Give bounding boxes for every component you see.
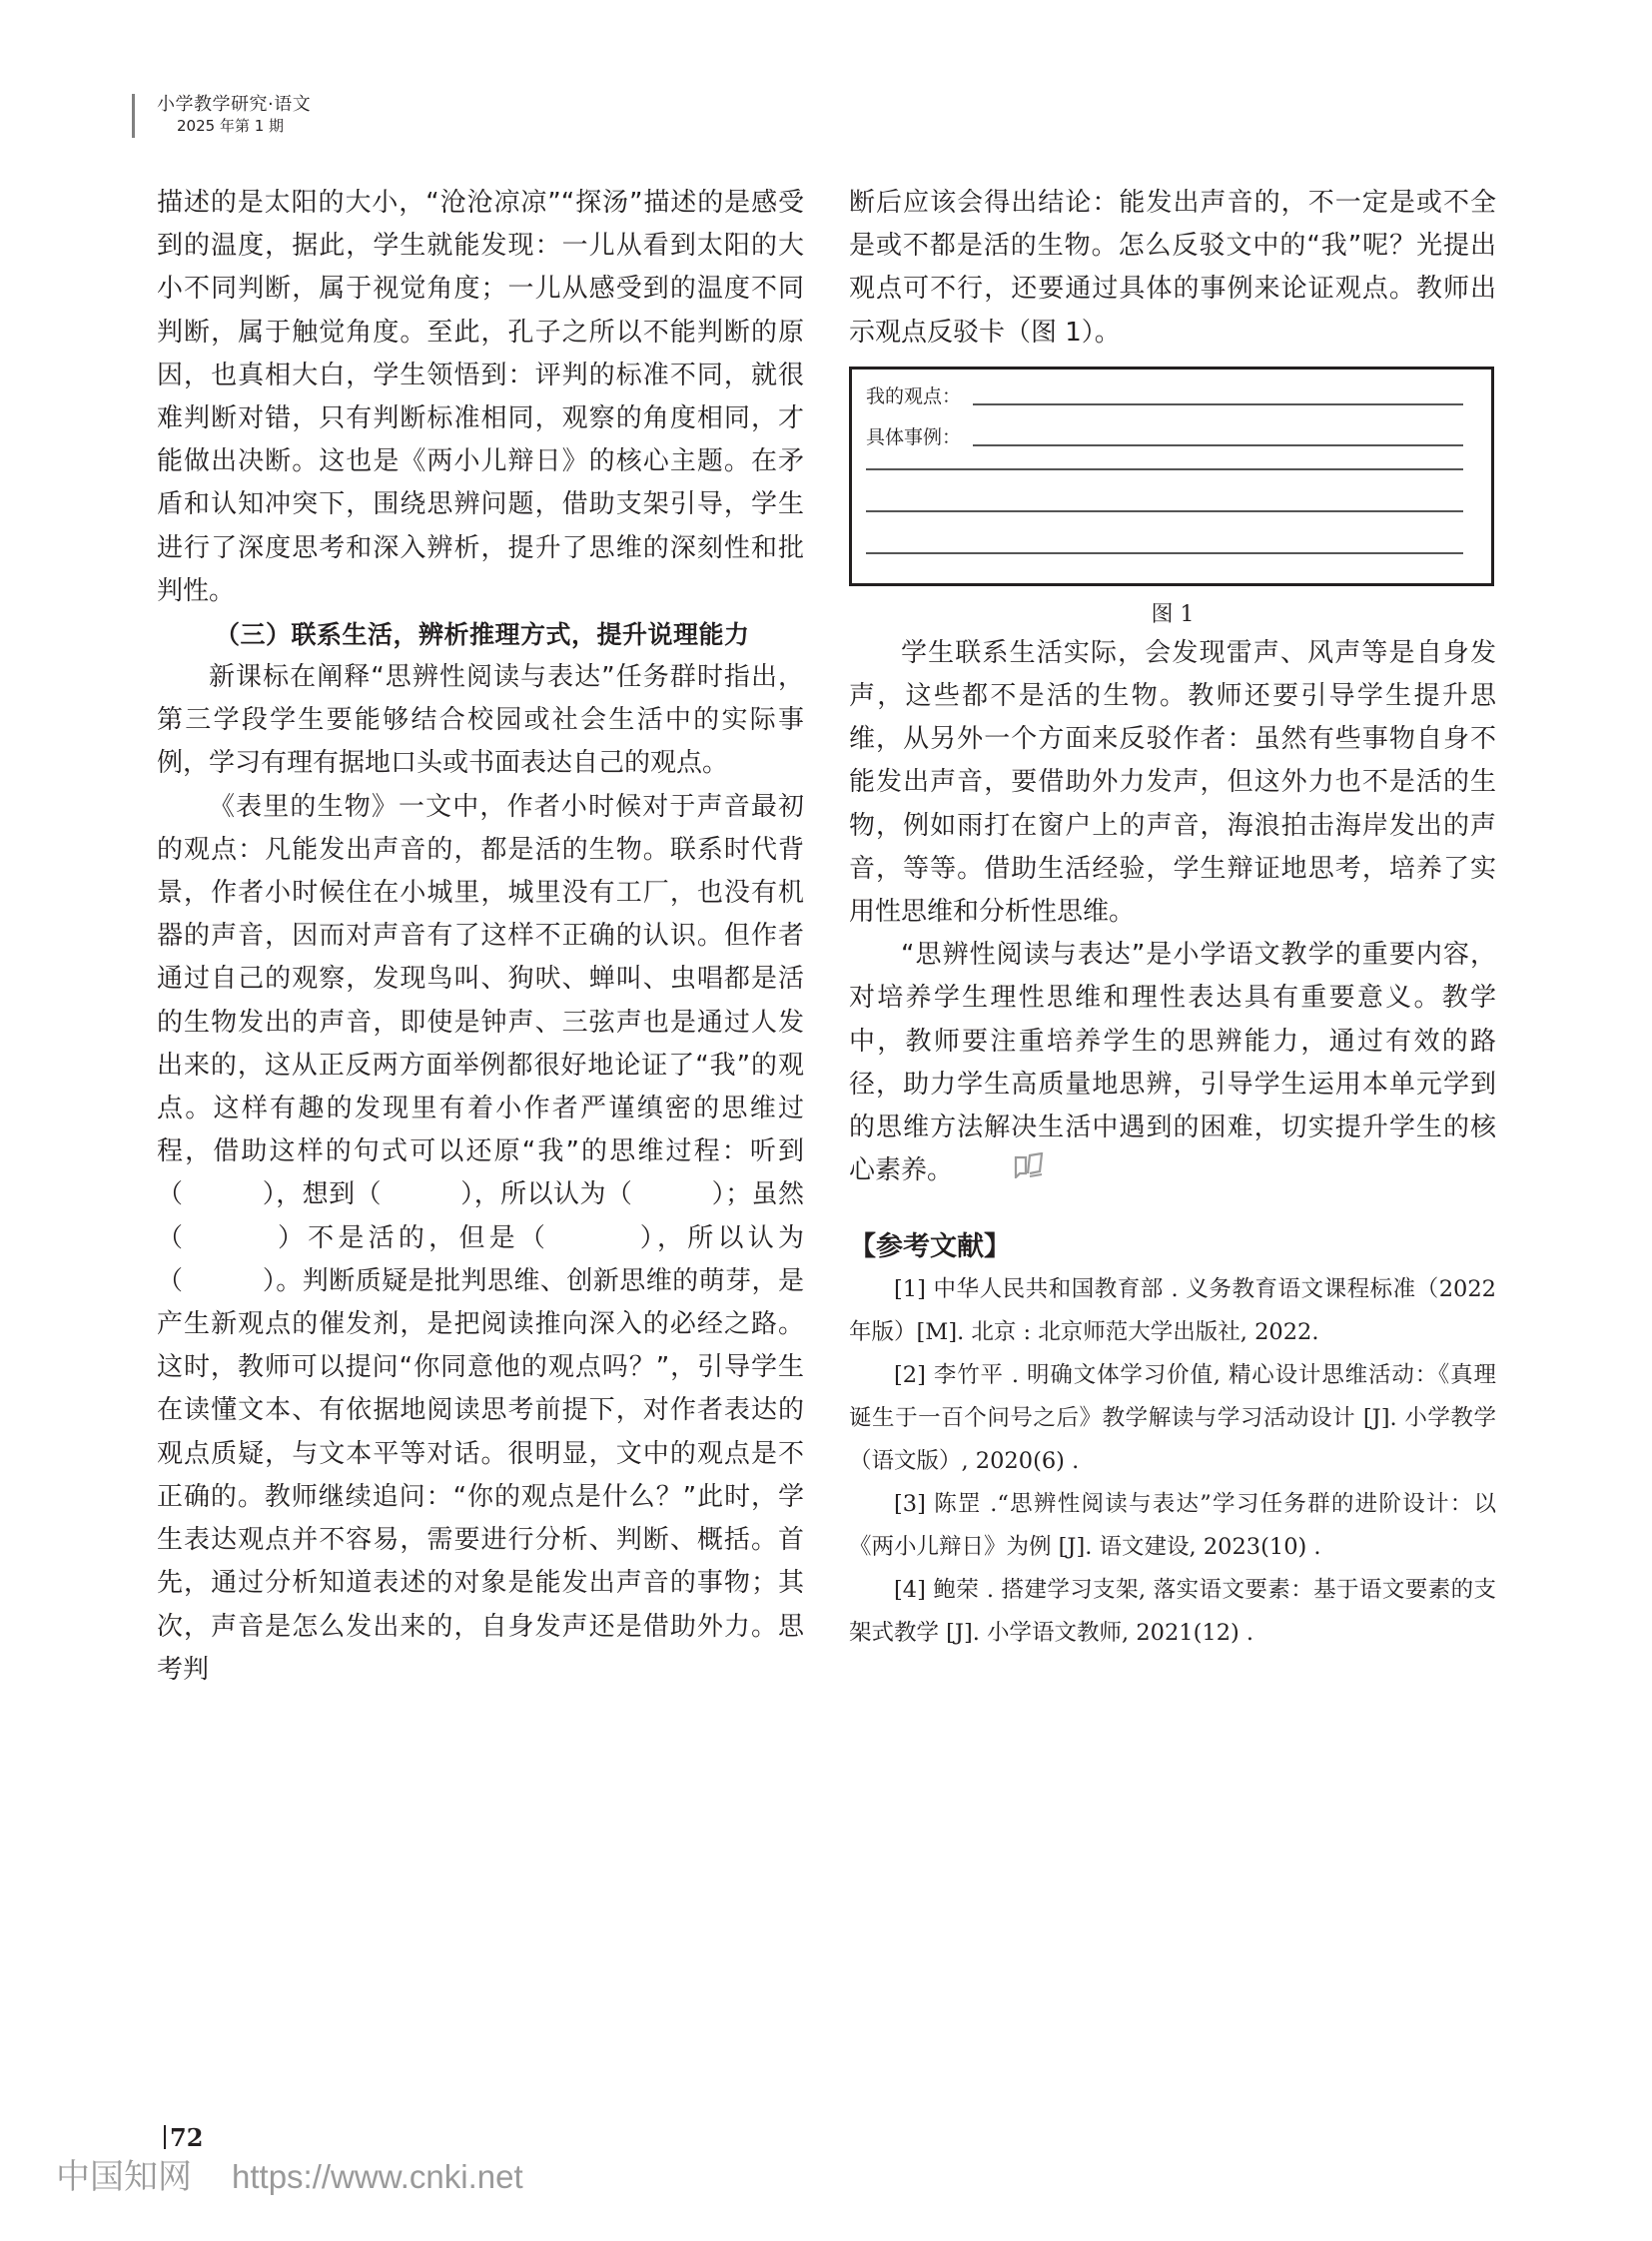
- folio-divider: [164, 2125, 166, 2149]
- example-row: [866, 426, 1463, 448]
- open-book-icon: [961, 1149, 1045, 1192]
- blank-line: [866, 468, 1463, 470]
- rebuttal-card-figure: [849, 367, 1494, 586]
- issue-number: 2025 年第 1 期: [177, 117, 285, 135]
- watermark-name: 中国知网: [56, 2157, 192, 2197]
- page-number-text: 72: [170, 2123, 204, 2152]
- blank-line: [866, 510, 1463, 512]
- paragraph: 描述的是太阳的大小，“沧沧凉凉”“探汤”描述的是感受到的温度，据此，学生就能发现：一儿从看到太阳的大小不同判断，属于视觉角度；一儿从感受到的温度不同判断，属于触觉角度。至此，孔子之所以不能判断的原因，也真相大白，学生领悟到：评判的标准不同，就很难判断对错，只有判断标准相同，观察的角度相同，才能做出决断。这也是《两小儿辩日》的核心主题。在矛盾和认知冲突下，围绕思辨问题，借助支架引导，学生进行了深度思考和深入辨析，提升了思维的深刻性和批判性。: [157, 188, 804, 606]
- paragraph: 新课标在阐释“思辨性阅读与表达”任务群时指出，第三学段学生要能够结合校园或社会生活中的实际事例，学习有理有据地口头或书面表达自己的观点。: [157, 662, 804, 779]
- example-label: 具体事例：: [866, 425, 962, 448]
- blank-line: [973, 403, 1463, 405]
- paragraph-text: “思辨性阅读与表达”是小学语文教学的重要内容，对培养学生理性思维和理性表达具有重要意义。教学中，教师要注重培养学生的思辨能力，通过有效的路径，助力学生高质量地思辨，引导学生运用本单元学到的思维方法解决生活中遇到的困难，切实提升学生的核心素养。: [849, 940, 1496, 1186]
- references-heading: 【参考文献】: [849, 1230, 1011, 1262]
- paragraph: 断后应该会得出结论：能发出声音的，不一定是或不全是或不都是活的生物。怎么反驳文中的“我”呢？光提出观点可不行，还要通过具体的事例来论证观点。教师出示观点反驳卡（图 1）。: [849, 188, 1496, 348]
- journal-name: 小学教学研究·语文: [157, 94, 312, 115]
- blank-row: [866, 510, 1463, 514]
- opinion-label: 我的观点：: [866, 384, 962, 407]
- reference-item: [3] 陈罡 .“思辨性阅读与表达”学习任务群的进阶设计：以《两小儿辩日》为例 [J]. 语文建设, 2023(10) .: [849, 1490, 1496, 1560]
- opinion-row: [866, 385, 1463, 407]
- running-header: [132, 94, 311, 138]
- blank-row: [866, 552, 1463, 556]
- left-column: [157, 182, 804, 1692]
- section-heading: （三）联系生活，辨析推理方式，提升说理能力: [215, 620, 750, 650]
- right-column: [849, 182, 1496, 1655]
- blank-line: [973, 444, 1463, 446]
- reference-item: [2] 李竹平 . 明确文体学习价值, 精心设计思维活动：《真理诞生于一百个问号之后》教学解读与学习活动设计 [J]. 小学教学（语文版）, 2020(6) .: [849, 1361, 1496, 1474]
- paragraph: [849, 934, 1496, 1192]
- paragraph: 学生联系生活实际，会发现雷声、风声等是自身发声，这些都不是活的生物。教师还要引导学生提升思维，从另外一个方面来反驳作者：虽然有些事物自身不能发出声音，要借助外力发声，但这外力也不是活的生物，例如雨打在窗户上的声音，海浪拍击海岸发出的声音，等等。借助生活经验，学生辩证地思考，培养了实用性思维和分析性思维。: [849, 637, 1496, 928]
- cnki-watermark: [56, 2157, 523, 2197]
- paragraph: 《表里的生物》一文中，作者小时候对于声音最初的观点：凡能发出声音的，都是活的生物。联系时代背景，作者小时候住在小城里，城里没有工厂，也没有机器的声音，因而对声音有了这样不正确的认识。但作者通过自己的观察，发现鸟叫、狗吠、蝉叫、虫唱都是活的生物发出的声音，即使是钟声、三弦声也是通过人发出来的，这从正反两方面举例都很好地论证了“我”的观点。这样有趣的发现里有着小作者严谨缜密的思维过程，借助这样的句式可以还原“我”的思维过程：听到（ ），想到（ ），所以认为（ ）；虽然（ ）不是活的，但是（ ），所以认为（ ）。判断质疑是批判思维、创新思维的萌芽，是产生新观点的催发剂，是把阅读推向深入的必经之路。这时，教师可以提问“你同意他的观点吗？”，引导学生在读懂文本、有依据地阅读思考前提下，对作者表达的观点质疑，与文本平等对话。很明显，文中的观点是不正确的。教师继续追问：“你的观点是什么？”此时，学生表达观点并不容易，需要进行分析、判断、概括。首先，通过分析知道表述的对象是能发出声音的事物；其次，声音是怎么发出来的，自身发声还是借助外力。思考判: [157, 791, 804, 1685]
- figure-caption: 图 1: [1151, 601, 1195, 627]
- page-number: [164, 2125, 203, 2151]
- blank-row: [866, 468, 1463, 472]
- reference-item: [4] 鲍荣 . 搭建学习支架, 落实语文要素：基于语文要素的支架式教学 [J]. 小学语文教师, 2021(12) .: [849, 1576, 1496, 1646]
- watermark-url[interactable]: https://www.cnki.net: [232, 2158, 523, 2195]
- reference-item: [1] 中华人民共和国教育部 . 义务教育语文课程标准（2022 年版）[M]. 北京 : 北京师范大学出版社, 2022.: [849, 1275, 1496, 1345]
- blank-line: [866, 552, 1463, 554]
